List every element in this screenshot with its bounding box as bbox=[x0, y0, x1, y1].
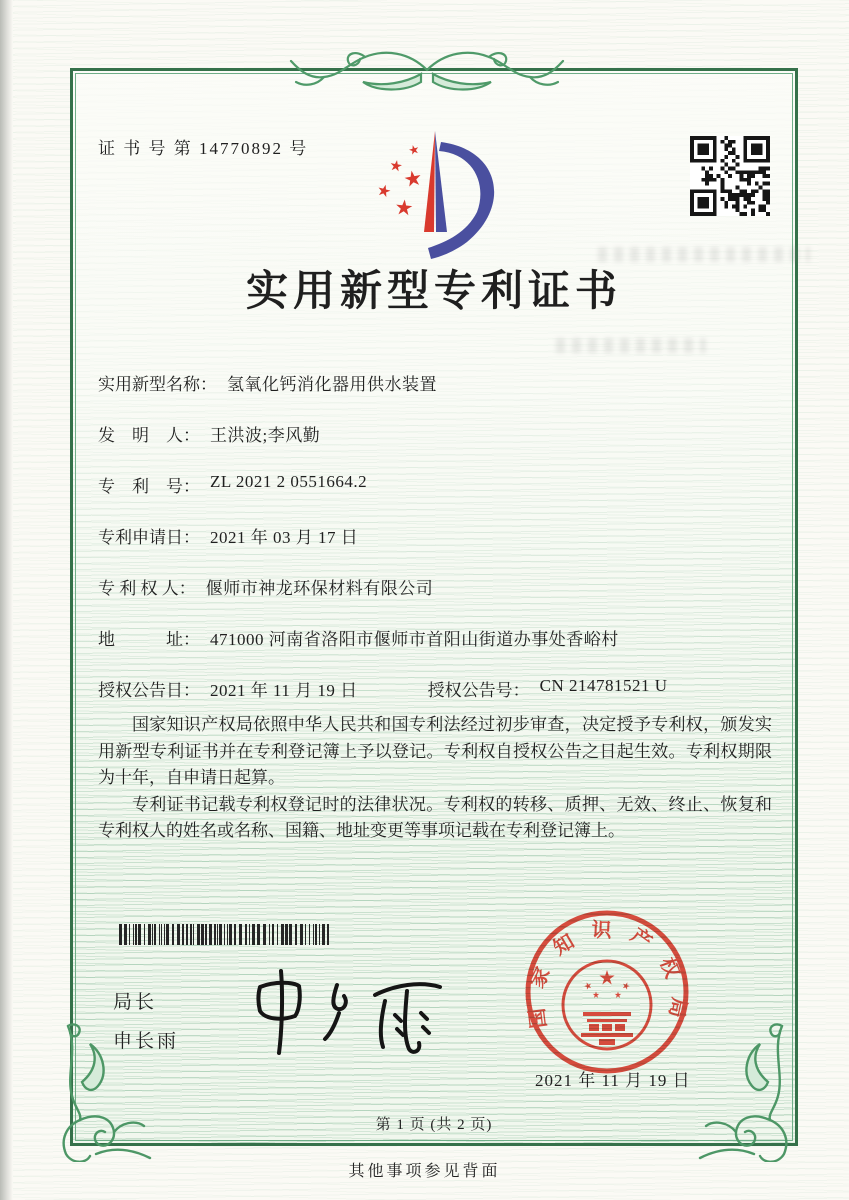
field-value: 2021 年 11 月 19 日 bbox=[210, 681, 358, 700]
field-label: 实用新型名称： bbox=[98, 375, 217, 394]
field-value: 氢氧化钙消化器用供水装置 bbox=[227, 375, 437, 394]
field-label: 专 利 号： bbox=[98, 477, 200, 496]
field-value: 偃师市神龙环保材料有限公司 bbox=[205, 579, 434, 598]
barcode-icon bbox=[119, 924, 334, 945]
field-value: 王洪波;李风勤 bbox=[210, 426, 321, 445]
showthrough-smudge bbox=[556, 338, 706, 353]
field-row-address bbox=[98, 625, 774, 649]
field-row-name bbox=[98, 370, 774, 394]
scan-edge-shadow bbox=[0, 0, 13, 1200]
field-label: 授权公告日： bbox=[98, 681, 200, 700]
seal-date: 2021 年 11 月 19 日 bbox=[535, 1071, 691, 1090]
field-value: 471000 河南省洛阳市偃师市首阳山街道办事处香峪村 bbox=[210, 630, 619, 649]
field-label: 专 利 权 人： bbox=[98, 579, 196, 598]
field-value: ZL 2021 2 0551664.2 bbox=[210, 472, 368, 491]
certificate-title: 实用新型专利证书 bbox=[245, 269, 622, 315]
cnipa-logo-icon bbox=[355, 120, 525, 265]
certificate-number: 证 书 号 第 14770892 号 bbox=[98, 139, 309, 158]
legal-paragraph: 专利证书记载专利权登记时的法律状况。专利权的转移、质押、无效、终止、恢复和专利权人的姓名或名称、国籍、地址变更等事项记载在专利登记簿上。 bbox=[98, 794, 772, 841]
qr-code-icon bbox=[690, 136, 770, 216]
field-value: CN 214781521 U bbox=[539, 676, 668, 695]
signer-title: 局长 bbox=[113, 992, 158, 1013]
field-label: 地 址： bbox=[98, 630, 200, 649]
field-row-grant bbox=[98, 676, 774, 700]
grant-number-pair bbox=[427, 676, 668, 700]
showthrough-smudge bbox=[598, 247, 810, 262]
field-label: 专利申请日： bbox=[98, 528, 200, 547]
field-value: 2021 年 03 月 17 日 bbox=[210, 528, 359, 547]
back-side-note: 其他事项参见背面 bbox=[348, 1163, 501, 1180]
handwritten-signature-icon bbox=[235, 955, 465, 1065]
field-row-patent-no bbox=[98, 472, 774, 496]
corner-flourish-ornament bbox=[52, 1022, 152, 1162]
field-row-patentee bbox=[98, 574, 774, 598]
legal-paragraph: 国家知识产权局依照中华人民共和国专利法经过初步审查，决定授予专利权，颁发实用新型专利证书并在专利登记簿上予以登记。专利权自授权公告之日起生效。专利权期限为十年，自申请日起算。 bbox=[98, 715, 772, 788]
corner-flourish-ornament bbox=[698, 1022, 798, 1162]
field-label: 授权公告号： bbox=[427, 681, 530, 700]
field-label: 发 明 人： bbox=[98, 426, 200, 445]
signer-name: 申长雨 bbox=[113, 1031, 180, 1052]
field-list bbox=[98, 370, 774, 727]
page-number: 第 1 页 (共 2 页) bbox=[375, 1117, 493, 1133]
field-row-filing-date bbox=[98, 523, 774, 547]
top-flourish-ornament bbox=[287, 40, 567, 98]
legal-text bbox=[98, 712, 772, 845]
seal-text: 国家知识产权局 bbox=[524, 919, 691, 1037]
field-row-inventor bbox=[98, 421, 774, 445]
official-seal-icon bbox=[505, 895, 720, 1095]
